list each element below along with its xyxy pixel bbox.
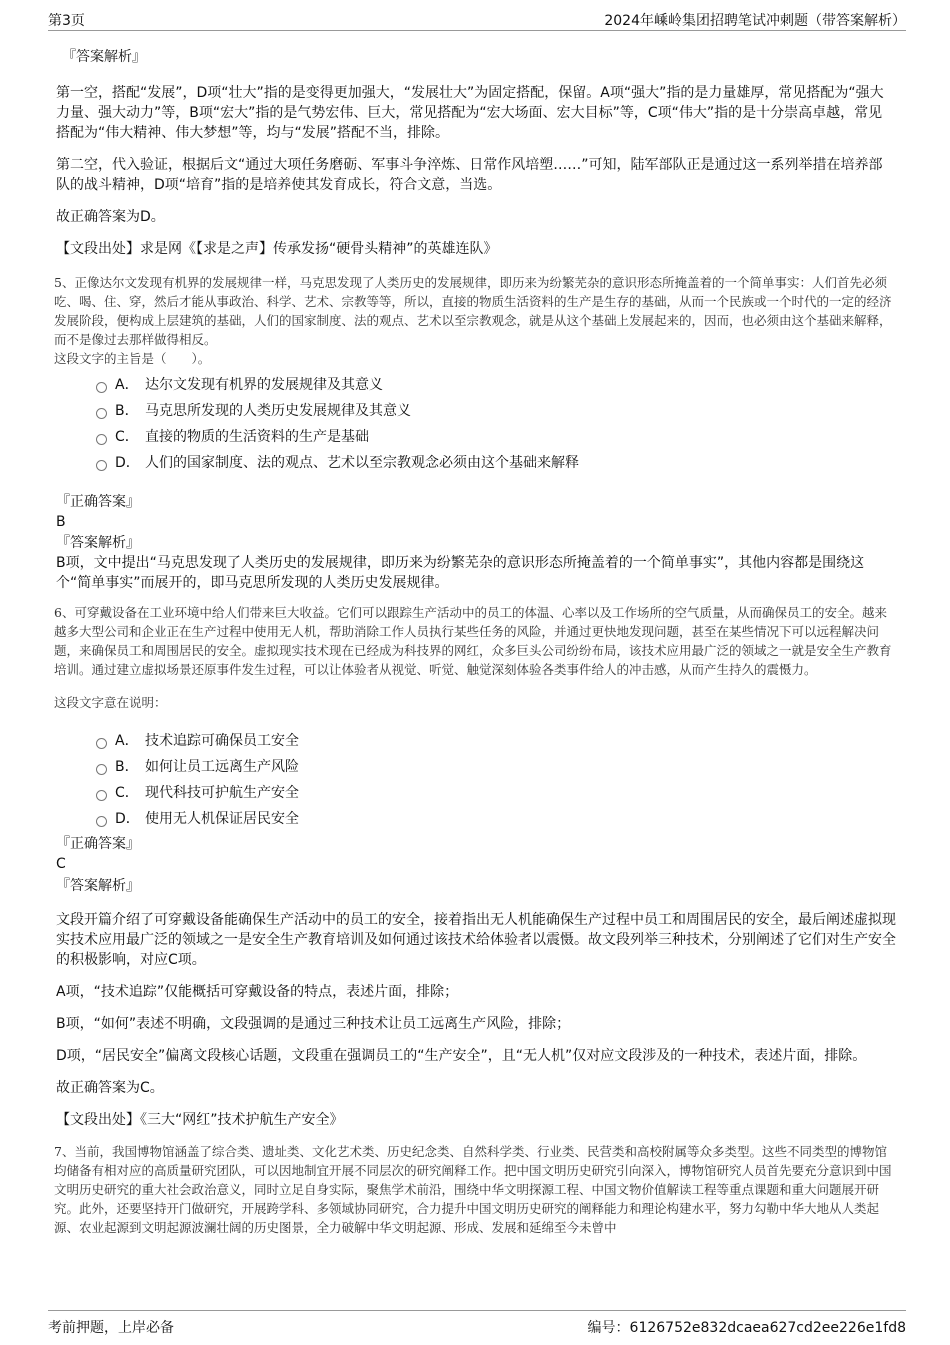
- source: 【文段出处】求是网《【求是之声】传承发扬“硬骨头精神”的英雄连队》: [56, 241, 498, 257]
- page-footer: [48, 1310, 906, 1337]
- answer-label: 『正确答案』: [56, 836, 140, 852]
- document-title: 2024年嵊岭集团招聘笔试冲刺题（带答案解析）: [604, 13, 906, 29]
- conclusion: 故正确答案为D。: [56, 209, 165, 225]
- radio-icon[interactable]: [96, 434, 107, 445]
- question-stem: 7、当前，我国博物馆涵盖了综合类、遗址类、文化艺术类、历史纪念类、自然科学类、行业类、民营类和高校附属等众多类型。这些不同类型的博物馆均储备有相对应的高质量研究团队，可以因地制宜开展不同层次的研究阐释工作。把中国文明历史研究引向深入，博物馆研究人员首先要充分意识到中国文明历史研究的重大社会政治意义，同时立足自身实际，聚焦学术前沿，围绕中华文明探源工程、中国文物价值解读工程等重点课题和重大问题展开研究。此外，还要坚持开门做研究，开展跨学科、多领域协同研究，合力提升中国文明历史研究的阐释能力和理论构建水平，努力勾勒中华大地从人类起源、农业起源到文明起源波澜壮阔的历史图景，全力破解中华文明起源、形成、发展和延绵至今未曾中: [54, 1144, 892, 1235]
- page-number: 第3页: [48, 13, 85, 29]
- radio-icon[interactable]: [96, 460, 107, 471]
- option-a[interactable]: A． 达尔文发现有机界的发展规律及其意义: [96, 372, 896, 398]
- question-prompt: 这段文字意在说明：: [54, 695, 167, 710]
- page-content: [54, 42, 896, 1235]
- analysis-option-b: B项，“如何”表述不明确，文段强调的是通过三种技术让员工远离生产风险，排除；: [56, 1016, 571, 1032]
- answer-label: 『正确答案』: [56, 494, 140, 510]
- analysis-label: 『答案解析』: [62, 49, 146, 65]
- analysis-option-a: A项，“技术追踪”仅能概括可穿戴设备的特点，表述片面，排除；: [56, 984, 459, 1000]
- question-stem: 6、可穿戴设备在工业环境中给人们带来巨大收益。它们可以跟踪生产活动中的员工的体温、心率以及工作场所的空气质量，从而确保员工的安全。越来越多大型公司和企业正在生产过程中使用无人机，帮助消除工作人员执行某些任务的风险，并通过更快地发现问题，甚至在某些情况下可以远程解决问题，来确保员工和周围居民的安全。虚拟现实技术现在已经成为科技界的网红，众多巨头公司纷纷布局，该技术应用最广泛的领域之一就是安全生产教育培训。通过建立虚拟场景还原事件发生过程，可以让体验者从视觉、听觉、触觉深刻体验各类事件给人的冲击感，从而产生持久的震慑力。: [54, 605, 892, 677]
- page-header: [48, 8, 906, 31]
- analysis-label: 『答案解析』: [56, 535, 140, 551]
- analysis-paragraph: 第一空，搭配“发展”，D项“壮大”指的是变得更加强大，“发展壮大”为固定搭配，保留。A项“强大”指的是力量雄厚，常见搭配为“强大力量、强大动力”等，B项“宏大”指的是气势宏伟、巨大，常见搭配为“宏大场面、宏大目标”等，C项“伟大”指的是十分崇高卓越，常见搭配为“伟大精神、伟大梦想”等，均与“发展”搭配不当，排除。: [56, 85, 884, 141]
- option-b[interactable]: B． 马克思所发现的人类历史发展规律及其意义: [96, 398, 896, 424]
- answer-value: B: [56, 514, 66, 530]
- analysis-paragraph: 第二空，代入验证，根据后文“通过大项任务磨砺、军事斗争淬炼、日常作风培塑……”可知，陆军部队正是通过这一系列举措在培养部队的战斗精神，D项“培育”指的是培养使其发育成长，符合文意，当选。: [56, 157, 883, 193]
- analysis-paragraph: B项，文中提出“马克思发现了人类历史的发展规律，即历来为纷繁芜杂的意识形态所掩盖着的一个简单事实”，其他内容都是围绕这个“简单事实”而展开的，即马克思所发现的人类历史发展规律。: [56, 555, 865, 591]
- option-d[interactable]: D． 人们的国家制度、法的观点、艺术以至宗教观念必须由这个基础来解释: [96, 450, 896, 476]
- footer-slogan: 考前押题，上岸必备: [48, 1320, 174, 1336]
- option-d[interactable]: D． 使用无人机保证居民安全: [96, 806, 896, 832]
- radio-icon[interactable]: [96, 764, 107, 775]
- radio-icon[interactable]: [96, 382, 107, 393]
- radio-icon[interactable]: [96, 738, 107, 749]
- answer-value: C: [56, 856, 66, 872]
- radio-icon[interactable]: [96, 790, 107, 801]
- option-a[interactable]: A． 技术追踪可确保员工安全: [96, 728, 896, 754]
- analysis-label: 『答案解析』: [56, 878, 140, 894]
- radio-icon[interactable]: [96, 816, 107, 827]
- analysis-option-d: D项，“居民安全”偏离文段核心话题，文段重在强调员工的“生产安全”，且“无人机”仅对应文段涉及的一种技术，表述片面，排除。: [56, 1048, 867, 1064]
- radio-icon[interactable]: [96, 408, 107, 419]
- option-list: [56, 728, 896, 832]
- question-prompt: 这段文字的主旨是（ ）。: [54, 351, 211, 366]
- option-c[interactable]: C． 直接的物质的生活资料的生产是基础: [96, 424, 896, 450]
- conclusion: 故正确答案为C。: [56, 1080, 164, 1096]
- source: 【文段出处】《三大“网红”技术护航生产安全》: [56, 1112, 344, 1128]
- option-b[interactable]: B． 如何让员工远离生产风险: [96, 754, 896, 780]
- option-c[interactable]: C． 现代科技可护航生产安全: [96, 780, 896, 806]
- option-list: [56, 372, 896, 476]
- document-id: 编号：6126752e832dcaea627cd2ee226e1fd8: [587, 1320, 906, 1336]
- analysis-paragraph: 文段开篇介绍了可穿戴设备能确保生产活动中的员工的安全，接着指出无人机能确保生产过程中员工和周围居民的安全，最后阐述虚拟现实技术应用最广泛的领域之一是安全生产教育培训及如何通过该技术给体验者以震慑。故文段列举三种技术，分别阐述了它们对生产安全的积极影响，对应C项。: [56, 912, 896, 968]
- question-stem: 5、正像达尔文发现有机界的发展规律一样，马克思发现了人类历史的发展规律，即历来为纷繁芜杂的意识形态所掩盖着的一个简单事实：人们首先必须吃、喝、住、穿，然后才能从事政治、科学、艺术、宗教等等，所以，直接的物质生活资料的生产是生存的基础，从而一个民族或一个时代的一定的经济发展阶段，便构成上层建筑的基础，人们的国家制度、法的观点、艺术以至宗教观念，就是从这个基础上发展起来的，因而，也必须由这个基础来解释，而不是像过去那样做得相反。: [54, 275, 892, 347]
